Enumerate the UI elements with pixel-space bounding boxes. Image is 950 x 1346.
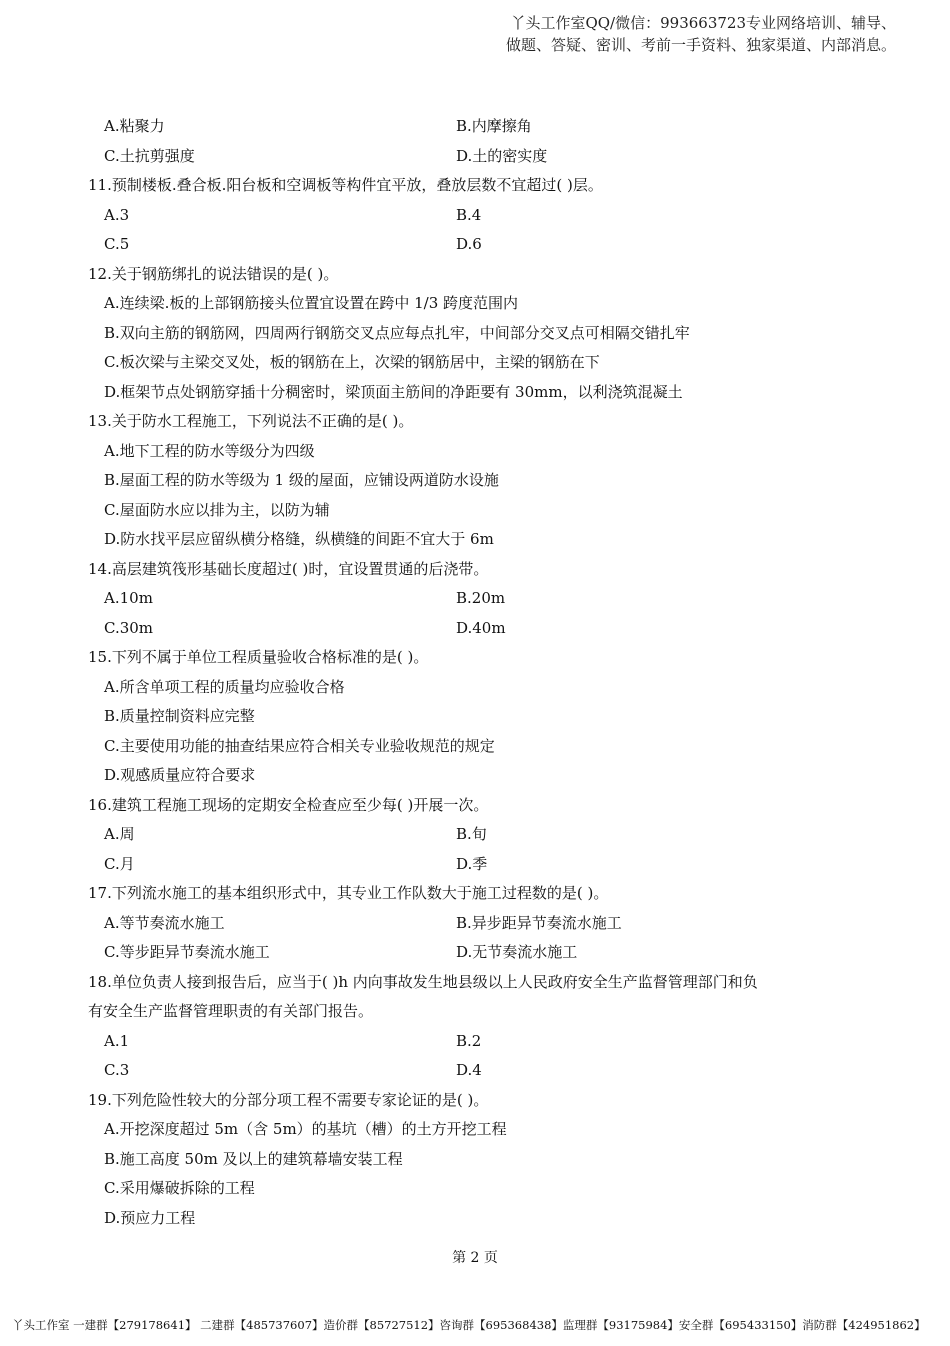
option-c: C.板次梁与主梁交叉处，板的钢筋在上，次梁的钢筋居中，主梁的钢筋在下 — [104, 353, 600, 371]
option-c: C.等步距异节奏流水施工 — [104, 943, 270, 961]
option-a: A.连续梁.板的上部钢筋接头位置宜设置在跨中 1/3 跨度范围内 — [104, 294, 519, 312]
question-stem: 15.下列不属于单位工程质量验收合格标准的是( )。 — [88, 648, 429, 666]
option-b: B.施工高度 50m 及以上的建筑幕墙安装工程 — [104, 1149, 403, 1168]
question-stem-continued: 有安全生产监督管理职责的有关部门报告。 — [88, 1002, 374, 1020]
option-c: C.主要使用功能的抽查结果应符合相关专业验收规范的规定 — [104, 736, 495, 755]
options-row — [88, 909, 878, 939]
option-a: A.粘聚力 — [104, 117, 165, 135]
option-a: A.所含单项工程的质量均应验收合格 — [104, 677, 345, 696]
options-row — [88, 938, 878, 968]
option-c: C.土抗剪强度 — [104, 146, 195, 165]
option-b: B.内摩擦角 — [456, 117, 532, 135]
header-line-1: 丫头工作室QQ/微信：993663723专业网络培训、辅导、 — [510, 14, 896, 32]
option-d: D.无节奏流水施工 — [456, 943, 578, 961]
page-number: 第 2 页 — [452, 1250, 498, 1266]
option-d: D.4 — [456, 1061, 482, 1079]
option-d: D.6 — [456, 235, 482, 253]
option-c: C.月 — [104, 854, 135, 873]
question-stem: 12.关于钢筋绑扎的说法错误的是( )。 — [88, 264, 339, 283]
option-b: B.双向主筋的钢筋网，四周两行钢筋交叉点应每点扎牢，中间部分交叉点可相隔交错扎牢 — [104, 323, 690, 342]
option-c: C.屋面防水应以排为主，以防为辅 — [104, 500, 330, 519]
question-stem: 17.下列流水施工的基本组织形式中，其专业工作队数大于施工过程数的是( )。 — [88, 884, 609, 902]
options-row — [88, 201, 878, 231]
option-d: D.防水找平层应留纵横分格缝，纵横缝的间距不宜大于 6m — [104, 530, 494, 548]
option-d: D.40m — [456, 618, 506, 637]
option-a: A.3 — [104, 205, 130, 224]
options-row — [88, 112, 878, 142]
option-b: B.质量控制资料应完整 — [104, 707, 255, 725]
question-stem: 11.预制楼板.叠合板.阳台板和空调板等构件宜平放，叠放层数不宜超过( )层。 — [88, 176, 603, 194]
option-a: A.等节奏流水施工 — [104, 913, 225, 932]
option-d: D.预应力工程 — [104, 1208, 196, 1227]
options-row — [88, 820, 878, 850]
page-header — [506, 12, 896, 56]
option-b: B.旬 — [456, 825, 487, 843]
page-footer: 丫头工作室 一建群【279178641】 二建群【485737607】造价群【85727512】咨询群【695368438】监理群【93175984】安全群【695433150】消防群【424951862】 — [12, 1318, 926, 1332]
option-a: A.10m — [104, 589, 153, 607]
options-row — [88, 142, 878, 172]
options-row — [88, 614, 878, 644]
option-c: C.3 — [104, 1061, 130, 1079]
option-c: C.30m — [104, 618, 154, 637]
option-a: A.地下工程的防水等级分为四级 — [104, 441, 315, 460]
options-row — [88, 584, 878, 614]
option-a: A.1 — [104, 1031, 130, 1050]
question-content — [88, 112, 878, 1233]
header-line-2: 做题、答疑、密训、考前一手资料、独家渠道、内部消息。 — [505, 36, 896, 54]
question-stem: 19.下列危险性较大的分部分项工程不需要专家论证的是( )。 — [88, 1090, 489, 1109]
options-row — [88, 1056, 878, 1086]
question-stem: 13.关于防水工程施工，下列说法不正确的是( )。 — [88, 412, 414, 430]
option-b: B.4 — [456, 205, 482, 224]
option-c: C.5 — [104, 235, 130, 253]
options-row — [88, 230, 878, 260]
option-b: B.异步距异节奏流水施工 — [456, 913, 622, 932]
options-row — [88, 850, 878, 880]
option-c: C.采用爆破拆除的工程 — [104, 1179, 255, 1197]
option-d: D.土的密实度 — [456, 146, 548, 165]
question-stem: 14.高层建筑筏形基础长度超过( )时，宜设置贯通的后浇带。 — [88, 559, 489, 578]
question-stem: 16.建筑工程施工现场的定期安全检查应至少每( )开展一次。 — [88, 795, 489, 814]
question-stem: 18.单位负责人接到报告后，应当于( )h 内向事故发生地县级以上人民政府安全生产监督管理部门和负 — [88, 972, 758, 991]
option-b: B.屋面工程的防水等级为 1 级的屋面，应铺设两道防水设施 — [104, 471, 499, 489]
options-row — [88, 1027, 878, 1057]
option-a: A.周 — [104, 825, 135, 843]
option-d: D.观感质量应符合要求 — [104, 766, 256, 784]
option-b: B.20m — [456, 589, 506, 607]
option-a: A.开挖深度超过 5m（含 5m）的基坑（槽）的土方开挖工程 — [104, 1120, 507, 1138]
option-d: D.框架节点处钢筋穿插十分稠密时，梁顶面主筋间的净距要有 30mm，以利浇筑混凝土 — [104, 382, 683, 401]
option-b: B.2 — [456, 1031, 482, 1050]
option-d: D.季 — [456, 854, 488, 873]
